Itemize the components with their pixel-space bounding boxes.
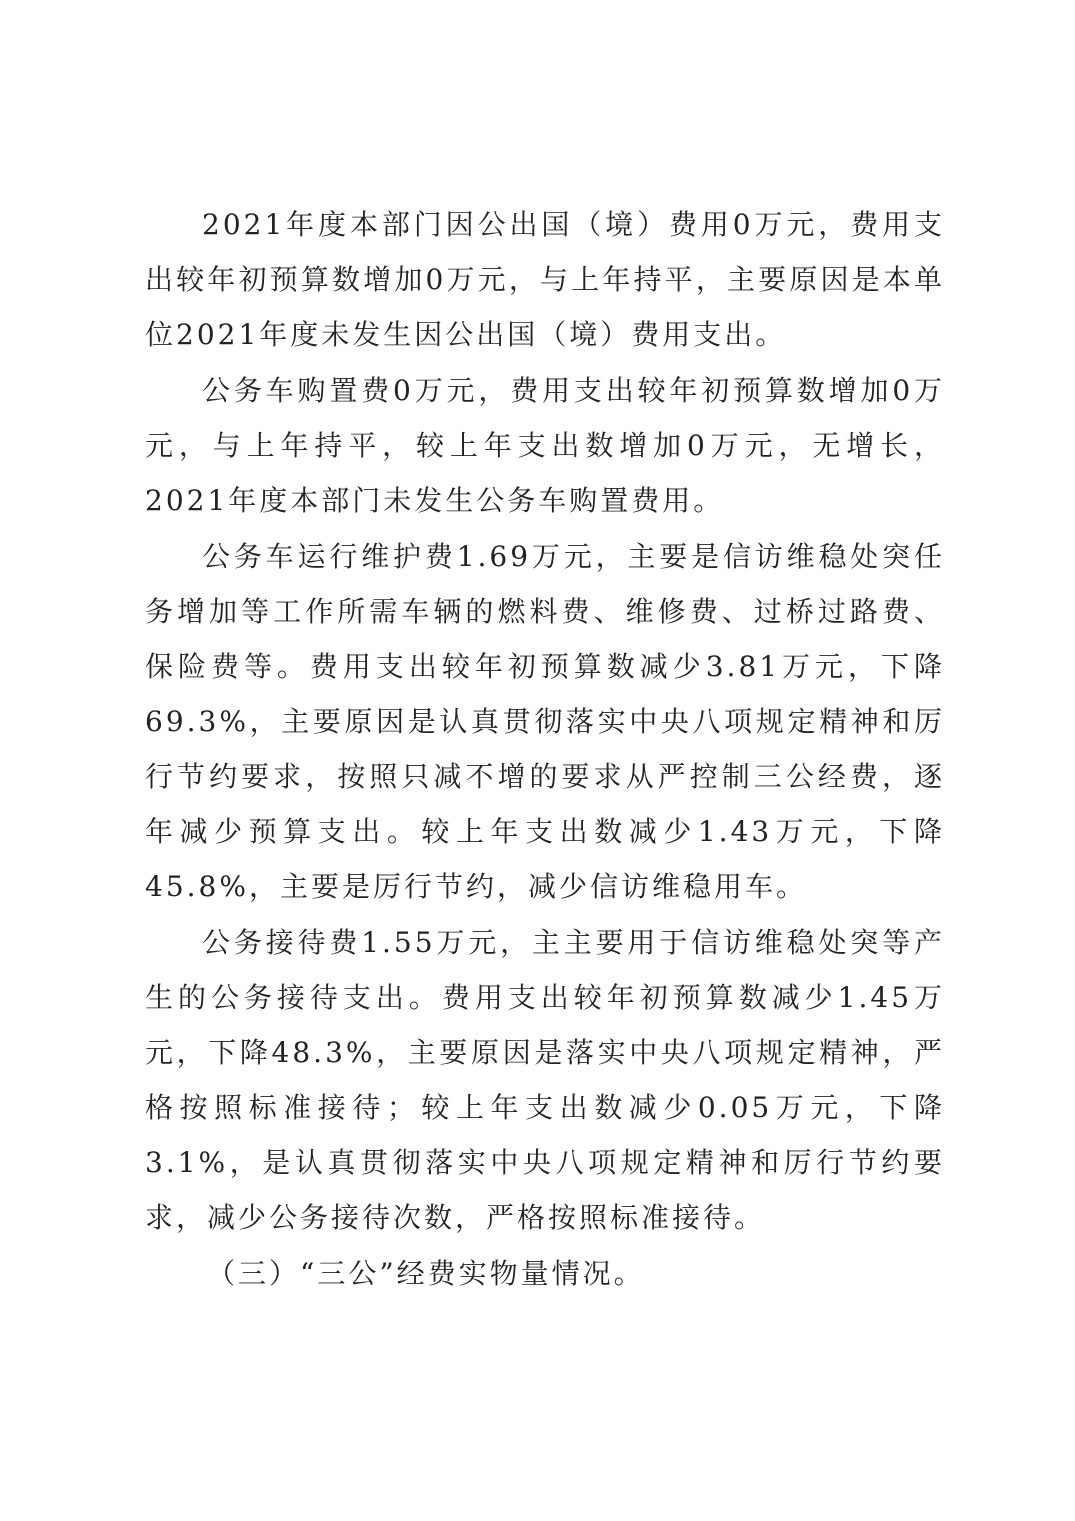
paragraph-vehicle-maintenance: 公务车运行维护费1.69万元，主要是信访维稳处突任务增加等工作所需车辆的燃料费、维修费、过桥过路费、保险费等。费用支出较年初预算数减少3.81万元，下降69.3%，主要原因是认真贯彻落实中央八项规定精神和厉行节约要求，按照只减不增的要求从严控制三公经费，逐年减少预算支出。较上年支出数减少1.43万元，下降45.8%，主要是厉行节约，减少信访维稳用车。 [145, 540, 945, 903]
paragraph-vehicle-purchase: 公务车购置费0万元，费用支出较年初预算数增加0万元，与上年持平，较上年支出数增加0万元，无增长，2021年度本部门未发生公务车购置费用。 [145, 374, 945, 517]
paragraph-official-reception: 公务接待费1.55万元，主主要用于信访维稳处突等产生的公务接待支出。费用支出较年初预算数减少1.45万元，下降48.3%，主要原因是落实中央八项规定精神，严格按照标准接待；较上年支出数减少0.05万元，下降3.1%，是认真贯彻落实中央八项规定精神和厉行节约要求，减少公务接待次数，严格按照标准接待。 [145, 926, 945, 1234]
paragraph-overseas-travel: 2021年度本部门因公出国（境）费用0万元，费用支出较年初预算数增加0万元，与上年持平，主要原因是本单位2021年度未发生因公出国（境）费用支出。 [145, 208, 945, 351]
section-heading: （三）“三公”经费实物量情况。 [207, 1257, 645, 1290]
document-body [145, 197, 945, 1302]
